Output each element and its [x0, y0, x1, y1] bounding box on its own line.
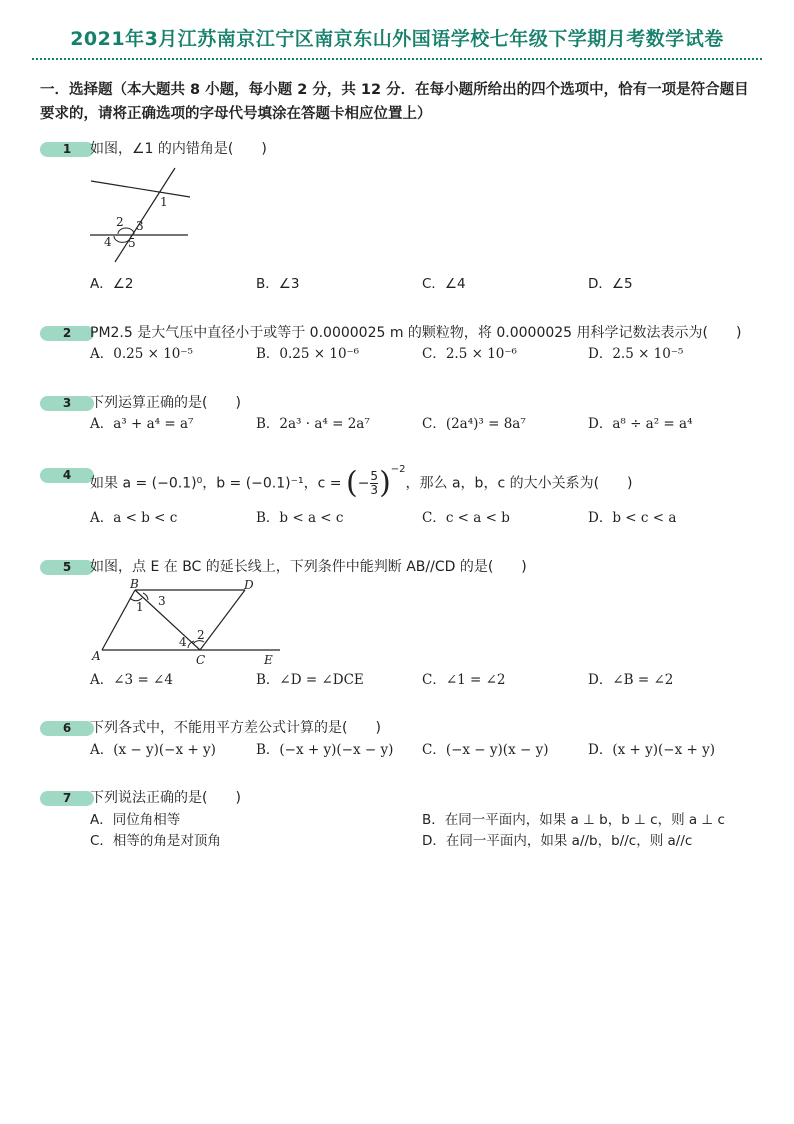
figure-5-label-3: 3 [158, 594, 166, 608]
figure-1-label-2: 2 [116, 215, 124, 229]
question-3-option-a[interactable]: A．a³ + a⁴ = a⁷ [90, 416, 194, 432]
question-7-option-c[interactable]: C．相等的角是对顶角 [90, 833, 221, 849]
figure-1-label-1: 1 [160, 195, 168, 209]
section-heading: 一．选择题（本大题共 8 小题，每小题 2 分，共 12 分．在每小题所给出的四个选项中，恰有一项是符合题目要求的，请将正确选项的字母代号填涂在答题卡相应位置上） [40, 82, 749, 122]
question-number-4: 4 [40, 468, 94, 483]
figure-5-label-1: 1 [136, 600, 144, 614]
question-4-option-a[interactable]: A．a < b < c [90, 510, 178, 526]
question-2-option-d[interactable]: D．2.5 × 10⁻⁵ [588, 346, 684, 362]
question-2-option-a[interactable]: A．0.25 × 10⁻⁵ [90, 346, 193, 362]
question-2-stem: PM2.5 是大气压中直径小于或等于 0.0000025 m 的颗粒物，将 0.0000025 用科学记数法表示为( ) [90, 325, 742, 341]
question-4-stem-end: ，那么 a，b，c 的大小关系为( ) [405, 475, 633, 492]
title-divider [32, 58, 762, 60]
figure-5-label-e: E [264, 653, 273, 667]
question-7-option-b[interactable]: B．在同一平面内，如果 a ⊥ b，b ⊥ c，则 a ⊥ c [422, 812, 725, 828]
question-1-option-d[interactable]: D．∠5 [588, 276, 633, 292]
figure-5-label-d: D [244, 578, 254, 592]
figure-1-label-5: 5 [128, 236, 136, 250]
question-6-option-c[interactable]: C．(−x − y)(x − y) [422, 742, 549, 758]
question-5-option-c[interactable]: C．∠1 = ∠2 [422, 672, 506, 688]
question-2-option-c[interactable]: C．2.5 × 10⁻⁶ [422, 346, 517, 362]
question-3-stem: 下列运算正确的是( ) [90, 395, 241, 411]
question-5-option-a[interactable]: A．∠3 = ∠4 [90, 672, 173, 688]
question-4-option-c[interactable]: C．c < a < b [422, 510, 510, 526]
question-number-2: 2 [40, 326, 94, 341]
question-5-option-b[interactable]: B．∠D = ∠DCE [256, 672, 364, 688]
fraction-numerator: 5 [370, 469, 379, 483]
figure-5-label-2: 2 [197, 628, 205, 642]
question-1-option-c[interactable]: C．∠4 [422, 276, 466, 292]
question-4-option-b[interactable]: B．b < a < c [256, 510, 344, 526]
figure-1-label-3: 3 [136, 219, 144, 233]
question-3-option-c[interactable]: C．(2a⁴)³ = 8a⁷ [422, 416, 526, 432]
question-4-option-d[interactable]: D．b < c < a [588, 510, 677, 526]
question-1-stem: 如图，∠1 的内错角是( ) [90, 141, 267, 157]
question-number-5: 5 [40, 560, 94, 575]
question-6-option-d[interactable]: D．(x + y)(−x + y) [588, 742, 715, 758]
question-7-option-a[interactable]: A．同位角相等 [90, 812, 181, 828]
question-1-option-a[interactable]: A．∠2 [90, 276, 134, 292]
question-5-option-d[interactable]: D．∠B = ∠2 [588, 672, 674, 688]
question-1-figure [88, 166, 198, 266]
question-1-option-b[interactable]: B．∠3 [256, 276, 300, 292]
question-number-3: 3 [40, 396, 94, 411]
figure-5-label-a: A [92, 649, 101, 663]
question-6-option-b[interactable]: B．(−x + y)(−x − y) [256, 742, 394, 758]
question-number-6: 6 [40, 721, 94, 736]
paper-title: 2021年3月江苏南京江宁区南京东山外国语学校七年级下学期月考数学试卷 [70, 28, 724, 50]
question-3-option-d[interactable]: D．a⁸ ÷ a² = a⁴ [588, 416, 693, 432]
question-3-option-b[interactable]: B．2a³ · a⁴ = 2a⁷ [256, 416, 370, 432]
question-2-option-b[interactable]: B．0.25 × 10⁻⁶ [256, 346, 360, 362]
question-4-stem: 如果 a = (−0.1)⁰，b = (−0.1)⁻¹，c = (− $\frac{5}{3}$ )$^{-2}$，那么 a，b，c 的大小关系为( ) [90, 464, 633, 501]
figure-5-label-4: 4 [179, 635, 187, 649]
question-6-option-a[interactable]: A．(x − y)(−x + y) [90, 742, 216, 758]
left-paren: ( [345, 465, 358, 501]
question-7-stem: 下列说法正确的是( ) [90, 790, 241, 806]
question-4-stem-start: 如果 a = (−0.1)⁰，b = (−0.1)⁻¹，c = [90, 475, 346, 492]
question-5-stem: 如图，点 E 在 BC 的延长线上，下列条件中能判断 AB//CD 的是( ) [90, 559, 527, 575]
fraction-denominator: 3 [370, 483, 379, 497]
question-5-figure [90, 578, 290, 668]
question-number-7: 7 [40, 791, 94, 806]
question-7-option-d[interactable]: D．在同一平面内，如果 a//b，b//c，则 a//c [422, 833, 693, 849]
question-6-stem: 下列各式中，不能用平方差公式计算的是( ) [90, 720, 381, 736]
question-number-1: 1 [40, 142, 94, 157]
figure-1-label-4: 4 [104, 235, 112, 249]
figure-5-label-c: C [196, 653, 206, 667]
figure-5-label-b: B [130, 577, 139, 591]
right-paren: ) [379, 465, 391, 501]
fraction [370, 470, 378, 497]
